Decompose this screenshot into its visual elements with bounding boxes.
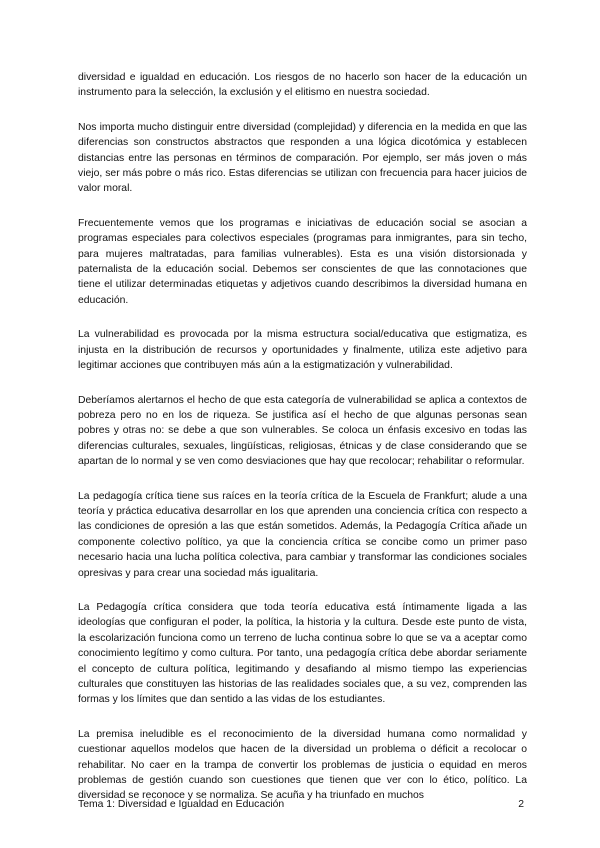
footer-title: Tema 1: Diversidad e Igualdad en Educación [78, 799, 285, 810]
paragraph-7: La Pedagogía crítica considera que toda teoría educativa está íntimamente ligada a las ideologías que configuran el poder, la política, la historia y la cultura. Desde este punto de vista, la escolarización funciona como un terreno de lucha continua sobre lo que se va a aceptar como conocimiento legítimo y como cultura. Por tanto, una pedagogía crítica debe abordar seriamente el concepto de cultura política, legitimando y desafiando al mismo tiempo las experiencias culturales que constituyen las historias de las realidades sociales que, a su vez, comprenden las formas y los límites que dan sentido a las vidas de los estudiantes. [78, 601, 527, 706]
page-footer [78, 798, 527, 812]
paragraph-5: Deberíamos alertarnos el hecho de que esta categoría de vulnerabilidad se aplica a contextos de pobreza pero no en los de riqueza. Se justifica así el hecho de que algunas personas sean pobres y otras no: se debe a que son vulnerables. Se coloca un énfasis excesivo en todas las diferencias culturales, sexuales, lingüísticas, religiosas, étnicas y de clase considerando que se apartan de lo normal y se ven como desviaciones que hay que recolocar; rehabilitar o reformular. [78, 394, 527, 468]
paragraph-8: La premisa ineludible es el reconocimiento de la diversidad humana como normalidad y cuestionar aquellos modelos que hacen de la diversidad un problema o déficit a recolocar o rehabilitar. No caer en la trampa de convertir los problemas de justicia o equidad en meros problemas de gestión cuando son cuestiones que tienen que ver con lo ético, político. La diversidad se reconoce y se normaliza. Se acuña y ha triunfado en muchos [78, 728, 527, 802]
paragraph-2: Nos importa mucho distinguir entre diversidad (complejidad) y diferencia en la medida en que las diferencias son constructos abstractos que responden a una lógica dicotómica y establecen distancias entre las personas en términos de comparación. Por ejemplo, ser más joven o más viejo, ser más pobre o más rico. Estas diferencias se utilizan con frecuencia para hacer juicios de valor moral. [78, 121, 527, 195]
paragraph-6: La pedagogía crítica tiene sus raíces en la teoría crítica de la Escuela de Frankfurt; alude a una teoría y práctica educativa desarrollar en los que aprenden una conciencia crítica con respecto a las condiciones de opresión a las que están sometidos. Además, la Pedagogía Crítica añade un componente colectivo político, ya que la conciencia crítica se concibe como un primer paso necesario hacia una lucha política colectiva, para cambiar y transformar las condiciones sociales opresivas y para crear una sociedad más igualitaria. [78, 490, 527, 579]
paragraph-4: La vulnerabilidad es provocada por la misma estructura social/educativa que estigmatiza, es injusta en la distribución de recursos y oportunidades y finalmente, utiliza este adjetivo para legitimar acciones que contribuyen más aún a la estigmatización y vulnerabilidad. [78, 329, 527, 372]
paragraph-1: diversidad e igualdad en educación. Los riesgos de no hacerlo son hacer de la educación un instrumento para la selección, la exclusión y el elitismo en nuestra sociedad. [78, 72, 527, 99]
paragraph-3: Frecuentemente vemos que los programas e iniciativas de educación social se asocian a programas especiales para colectivos especiales (programas para inmigrantes, para sin techo, para mujeres maltratadas, para familias vulnerables). Esta es una visión distorsionada y paternalista de la educación social. Debemos ser conscientes de que las connotaciones que tiene el utilizar determinadas etiquetas y adjetivos cuando describimos la diversidad humana en educación. [78, 217, 527, 306]
page-number: 2 [518, 799, 524, 810]
page-body [78, 70, 527, 823]
